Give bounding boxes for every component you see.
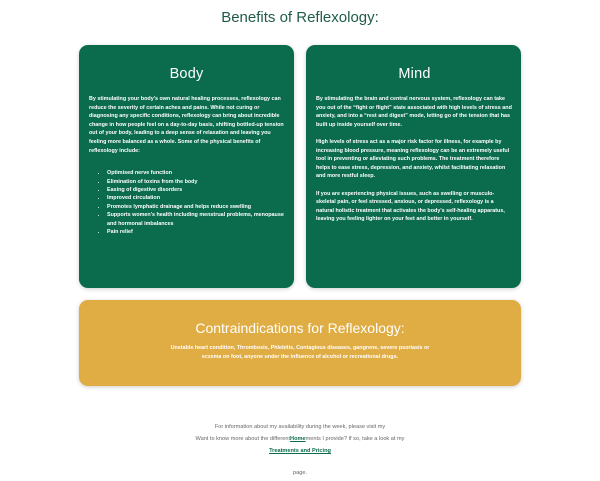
body-card-intro: By stimulating your body’s own natural healing processes, reflexology can reduce the severity of certain aches and pains. While not curing or diagnosing any specific conditions, reflexology can bring about incredible change in how people feel on a day-to-day basis, shifting bottled-up tension out of your body, leading to a deep sense of relaxation and leaving you feeling more balanced as a whole. Some of the physical benefits of reflexology include: bbox=[89, 96, 284, 154]
contraindications-heading: Contraindications for Reflexology: bbox=[195, 320, 405, 336]
mind-card bbox=[306, 45, 521, 288]
treatments-pricing-link[interactable]: Treatments and Pricing bbox=[269, 448, 331, 454]
footer-text: Want to know more about the different bbox=[195, 436, 291, 442]
footer-text: ments I provide? If so, take a look at my bbox=[305, 436, 405, 442]
body-card bbox=[79, 45, 294, 288]
list-item: • Pain relief bbox=[107, 228, 284, 236]
mind-paragraph: If you are experiencing physical issues, such as swelling or musculo-skeletal pain, or feel stressed, anxious, or depressed, reflexology is a natural holistic treatment that activates the body’s self-healing apparatus, leaving you feeling lighter on your feet and better in yourself. bbox=[316, 190, 505, 223]
footer-treatments-line bbox=[0, 433, 600, 445]
contraindications-card bbox=[79, 300, 521, 386]
list-item: • Improved circulation bbox=[107, 194, 284, 202]
body-card-heading: Body bbox=[169, 66, 204, 82]
list-item: • Supports women’s health including menstrual problems, menopause and hormonal imbalances bbox=[107, 211, 284, 228]
mind-card-heading: Mind bbox=[398, 66, 431, 82]
footer-page-text: page. bbox=[293, 470, 307, 476]
mind-paragraph: By stimulating the brain and central nervous system, reflexology can take you out of the “fight or flight” state associated with high levels of stress and anxiety, and into a “rest and digest” mode, letting go of the tension that has built up inside yourself over time. bbox=[316, 96, 512, 128]
mind-paragraph: High levels of stress act as a major risk factor for illness, for example by increasing blood pressure, meaning reflexology can be an extremely useful tool in preventing or alleviating such problems. The treatment therefore helps to ease stress, depression, and anxiety, whilst facilitating relaxation and more restful sleep. bbox=[316, 138, 510, 180]
footer bbox=[0, 421, 600, 479]
list-item: • Optimised nerve function bbox=[107, 169, 284, 177]
body-benefits-list bbox=[89, 169, 284, 236]
footer-availability-text: For information about my availability during the week, please visit my bbox=[214, 424, 386, 430]
list-item: • Elimination of toxins from the body bbox=[107, 178, 284, 186]
list-item: • Easing of digestive disorders bbox=[107, 186, 284, 194]
list-item: • Promotes lymphatic drainage and helps reduce swelling bbox=[107, 203, 284, 211]
home-link[interactable]: Home bbox=[290, 436, 306, 442]
page-title: Benefits of Reflexology: bbox=[221, 9, 379, 26]
contraindications-text: Unstable heart condition, Thrombosis, Phlebitis, Contagious diseases, gangrene, severe psoriasis or eczema on foot, anyone under the influence of alcohol or recreational drugs. bbox=[170, 345, 430, 360]
